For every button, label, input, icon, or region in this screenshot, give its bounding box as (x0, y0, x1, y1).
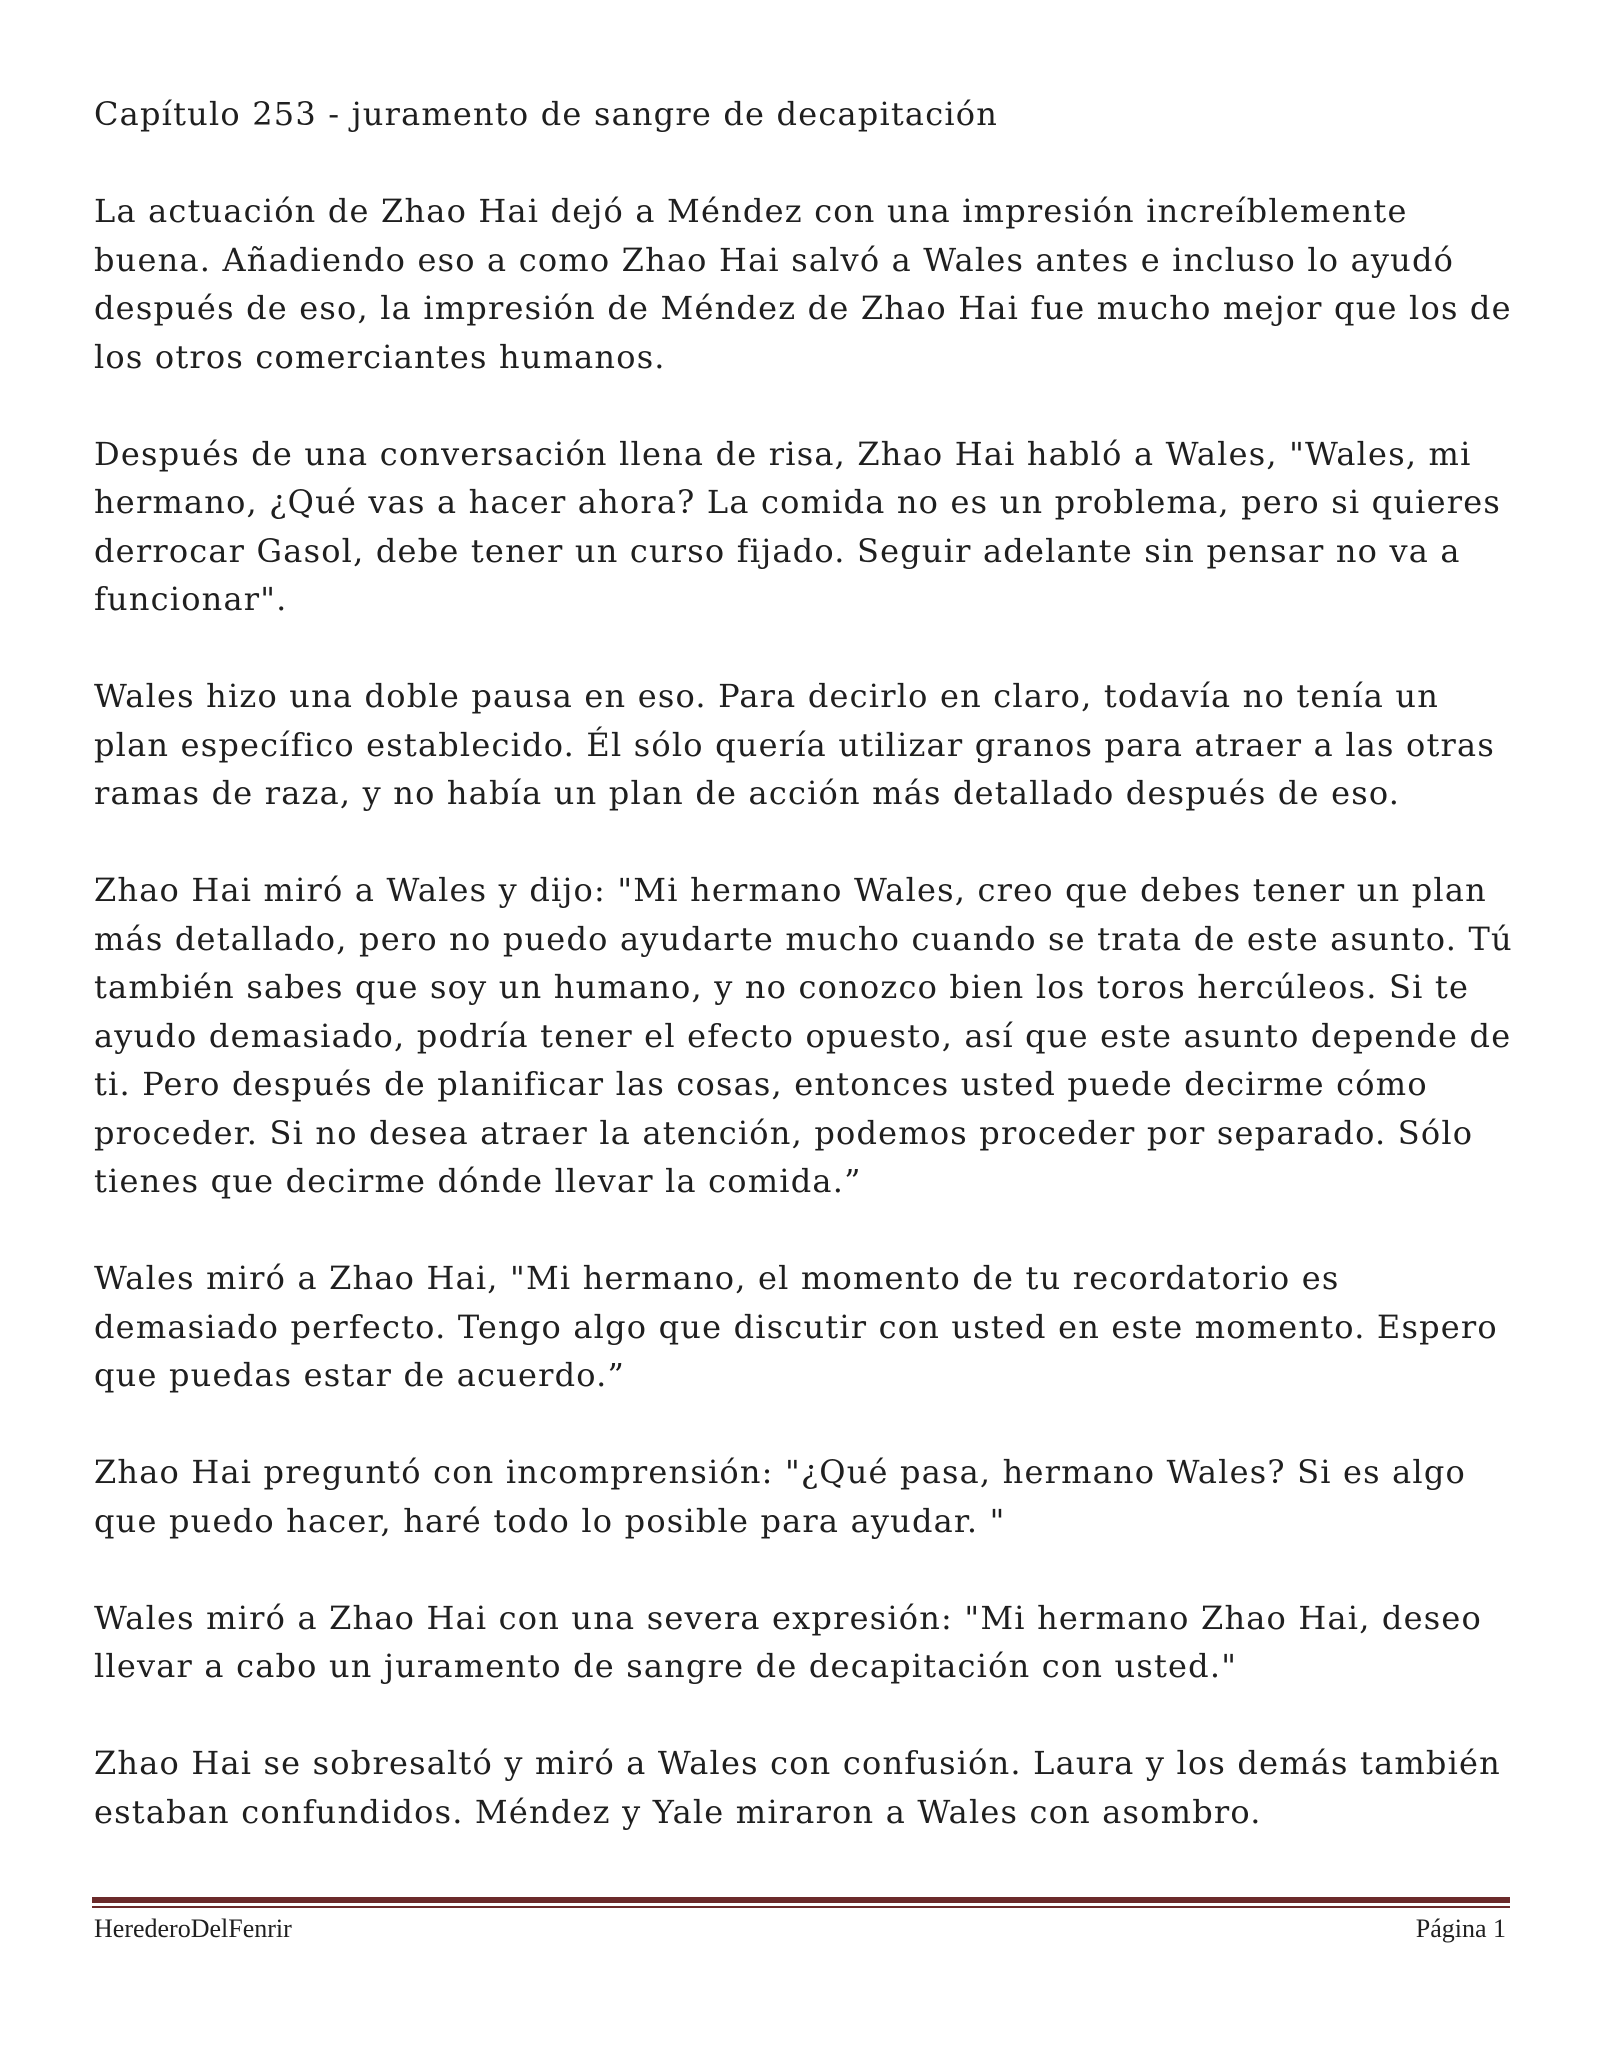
paragraph-7: Wales miró a Zhao Hai con una severa expresión: "Mi hermano Zhao Hai, deseo llevar a cabo un juramento de sangre de decapitación con usted." (94, 1598, 1482, 1685)
chapter-title: Capítulo 253 - juramento de sangre de decapitación (94, 95, 999, 133)
footer-author: HerederoDelFenrir (94, 1914, 292, 1943)
paragraph-6: Zhao Hai preguntó con incomprensión: "¿Qué pasa, hermano Wales? Si es algo que puedo hacer, haré todo lo posible para ayudar. " (94, 1453, 1467, 1540)
paragraph-5: Wales miró a Zhao Hai, "Mi hermano, el momento de tu recordatorio es demasiado perfecto. Tengo algo que discutir con usted en este momento. Espero que puedas estar de acuerdo.” (94, 1259, 1498, 1394)
paragraph-1: La actuación de Zhao Hai dejó a Méndez con una impresión increíblemente buena. Añadiendo eso a como Zhao Hai salvó a Wales antes e incluso lo ayudó después de eso, la impresión de Méndez de Zhao Hai fue mucho mejor que los de los otros comerciantes humanos. (94, 192, 1512, 376)
document-body (94, 90, 1514, 1885)
paragraph-8: Zhao Hai se sobresaltó y miró a Wales con confusión. Laura y los demás también estaban confundidos. Méndez y Yale miraron a Wales con asombro. (94, 1744, 1501, 1831)
paragraph-4: Zhao Hai miró a Wales y dijo: "Mi hermano Wales, creo que debes tener un plan más detallado, pero no puedo ayudarte mucho cuando se trata de este asunto. Tú también sabes que soy un humano, y no conozco bien los toros hercúleos. Si te ayudo demasiado, podría tener el efecto opuesto, así que este asunto depende de ti. Pero después de planificar las cosas, entonces usted puede decirme cómo proceder. Si no desea atraer la atención, podemos proceder por separado. Sólo tienes que decirme dónde llevar la comida.” (94, 871, 1513, 1200)
paragraph-2: Después de una conversación llena de risa, Zhao Hai habló a Wales, "Wales, mi hermano, ¿Qué vas a hacer ahora? La comida no es un problema, pero si quieres derrocar Gasol, debe tener un curso fijado. Seguir adelante sin pensar no va a funcionar". (94, 434, 1502, 618)
footer-page-number: Página 1 (1415, 1914, 1506, 1943)
footer-divider (92, 1897, 1510, 1903)
footer-divider-thin (92, 1906, 1510, 1908)
paragraph-3: Wales hizo una doble pausa en eso. Para decirlo en claro, todavía no tenía un plan específico establecido. Él sólo quería utilizar granos para atraer a las otras ramas de raza, y no había un plan de acción más detallado después de eso. (94, 677, 1495, 812)
